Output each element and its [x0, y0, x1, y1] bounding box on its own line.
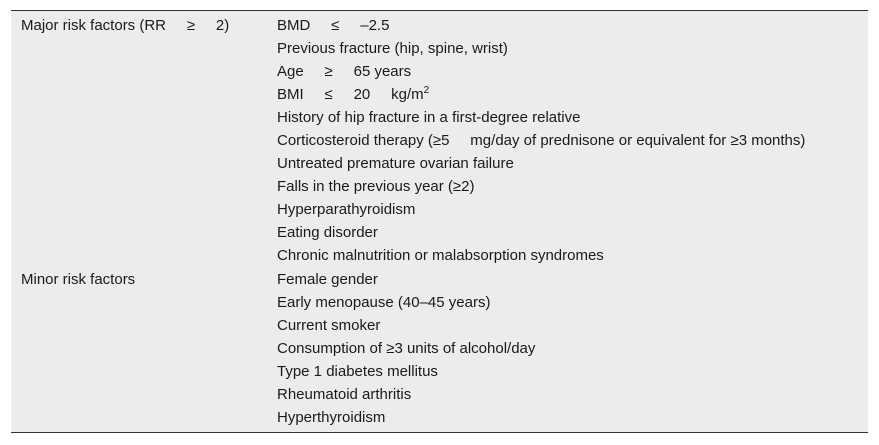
risk-factor-item: Previous fracture (hip, spine, wrist) — [277, 40, 508, 57]
risk-factor-item-bmi — [277, 83, 805, 106]
risk-factors-table — [11, 10, 868, 433]
minor-risk-factors-label: Minor risk factors — [21, 271, 136, 288]
risk-factor-item: History of hip fracture in a first-degree relative — [277, 109, 581, 126]
risk-factor-item: Current smoker — [277, 317, 381, 334]
risk-factor-item: Early menopause (40–45 years) — [277, 294, 491, 311]
major-risk-factors-list — [277, 14, 805, 267]
risk-factor-item: Hyperparathyroidism — [277, 201, 416, 218]
risk-factor-item: Hyperthyroidism — [277, 409, 386, 426]
risk-factor-item: Rheumatoid arthritis — [277, 386, 412, 403]
risk-factor-item: Age ≥ 65 years — [277, 63, 412, 80]
risk-factor-item: Chronic malnutrition or malabsorption syndromes — [277, 247, 604, 264]
risk-factor-item: Type 1 diabetes mellitus — [277, 363, 438, 380]
risk-factor-item: Falls in the previous year (≥2) — [277, 178, 475, 195]
minor-risk-factors-list — [277, 268, 535, 429]
risk-factor-item: BMD ≤ –2.5 — [277, 17, 390, 34]
risk-factor-item: Eating disorder — [277, 224, 378, 241]
risk-factor-item: Untreated premature ovarian failure — [277, 155, 514, 172]
risk-factor-item: Corticosteroid therapy (≥5 mg/day of prednisone or equivalent for ≥3 months) — [277, 132, 806, 149]
risk-factor-item: Consumption of ≥3 units of alcohol/day — [277, 340, 536, 357]
risk-factor-item: Female gender — [277, 271, 378, 288]
bmi-unit-superscript: 2 — [423, 85, 430, 96]
major-risk-factors-label: Major risk factors (RR ≥ 2) — [21, 17, 230, 34]
bmi-text: BMI ≤ 20 kg/m — [277, 86, 424, 103]
